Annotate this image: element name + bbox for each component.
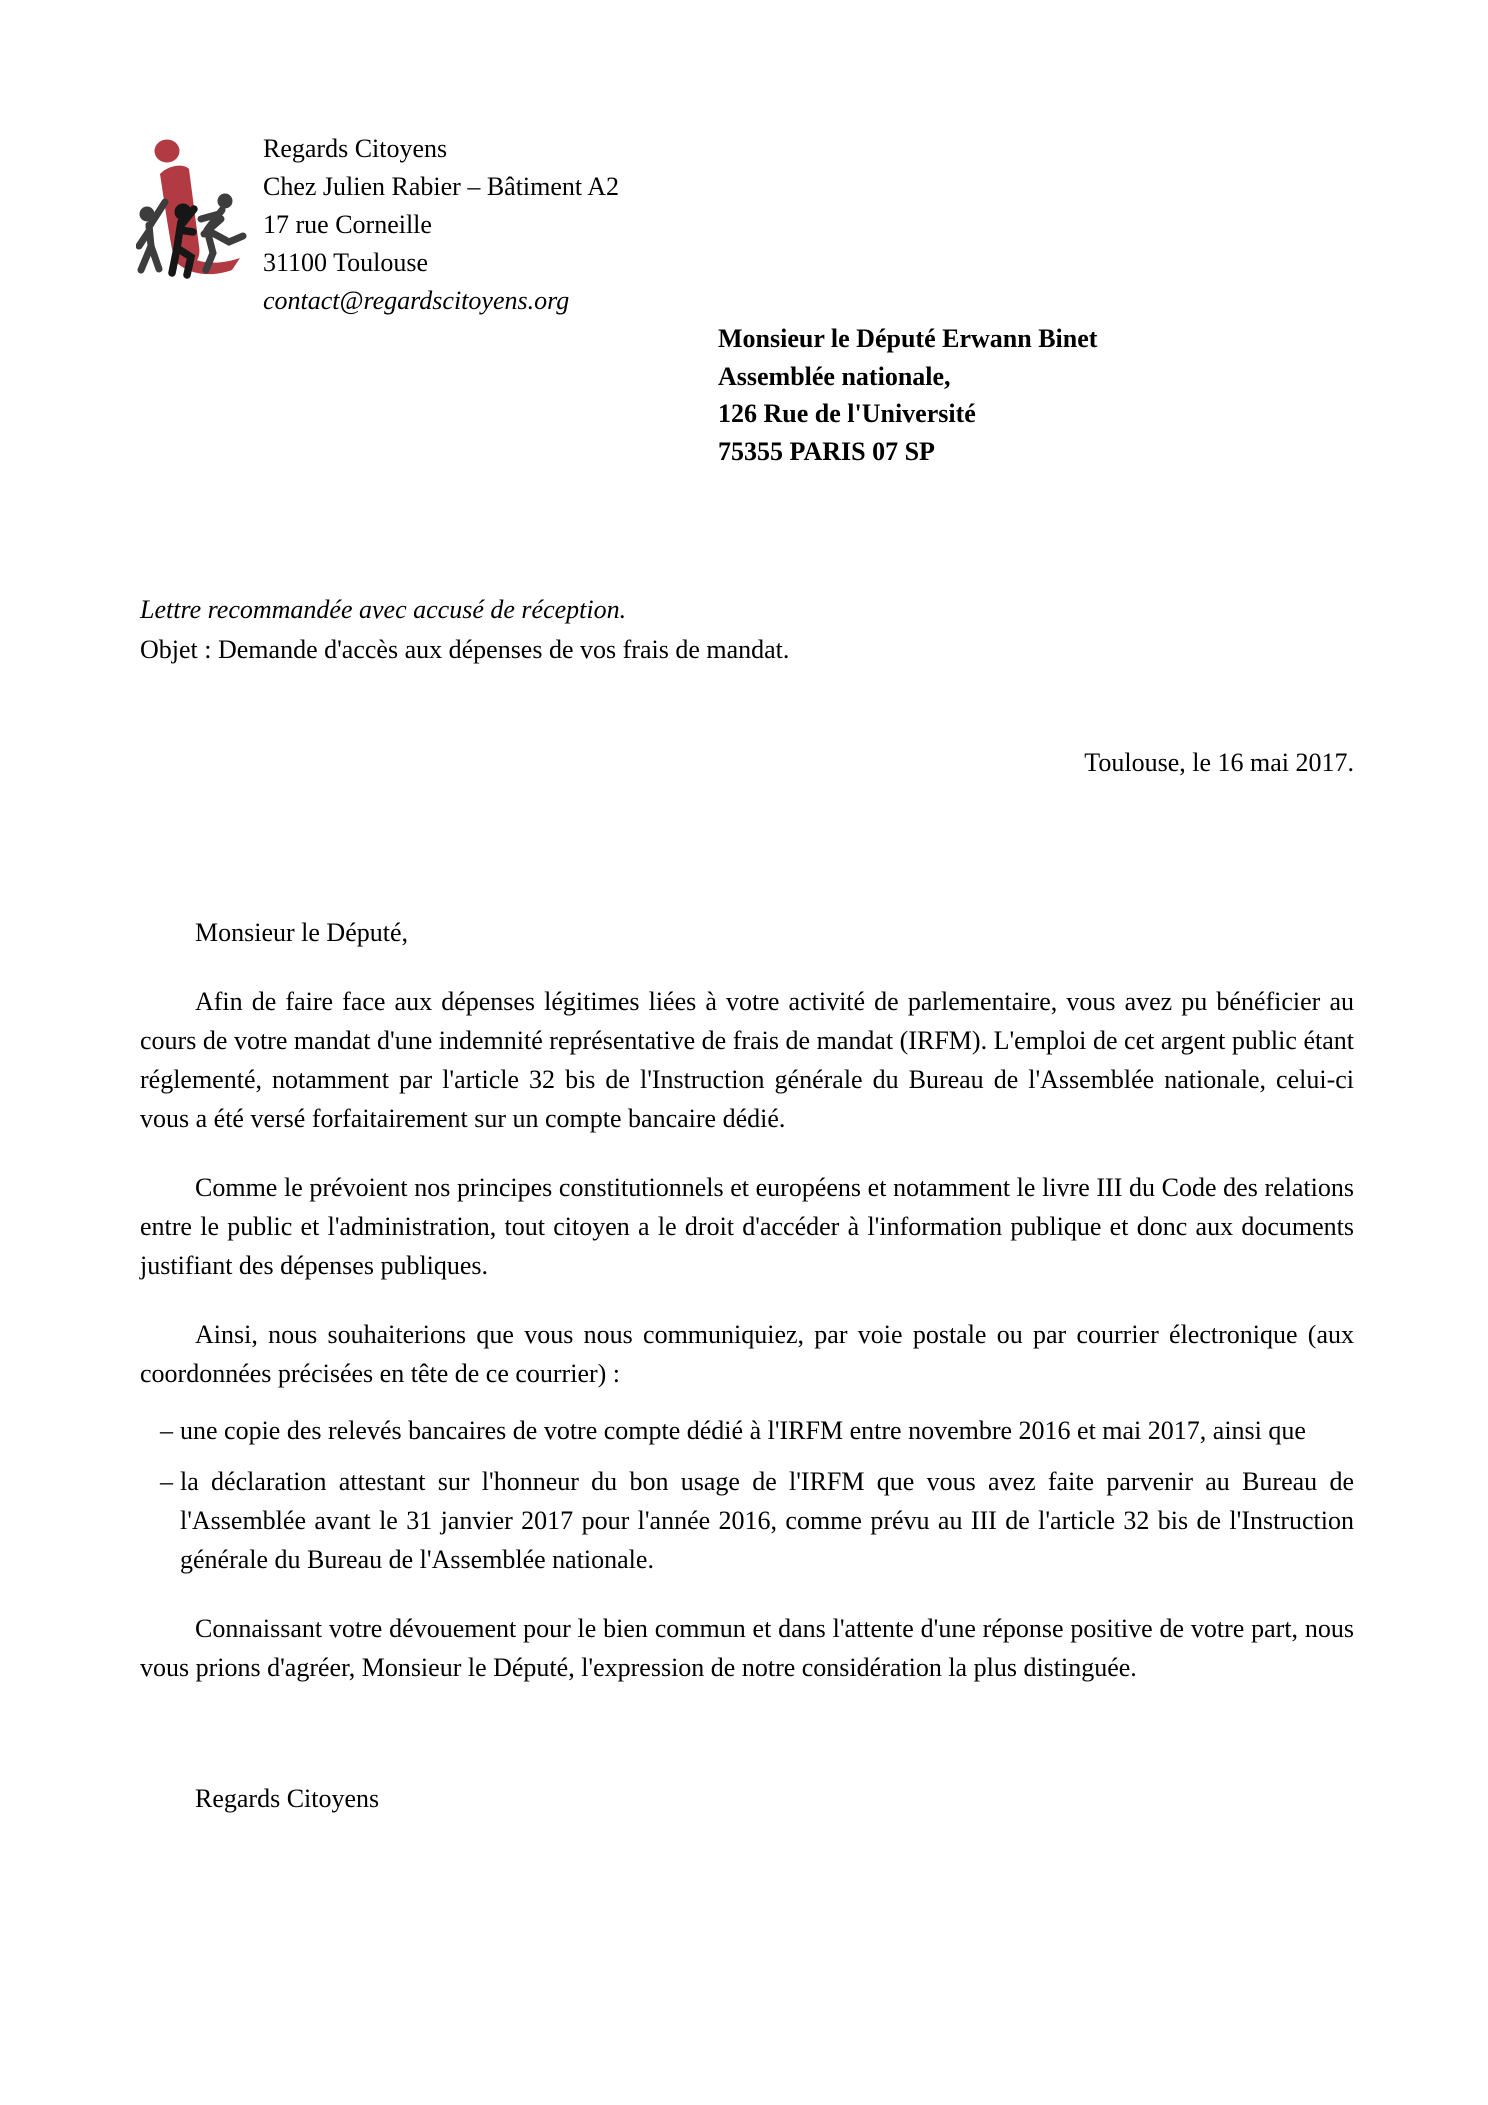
recipient-address-block [718, 320, 1097, 470]
regards-citoyens-logo-icon [136, 138, 248, 296]
subject-line: Objet : Demande d'accès aux dépenses de vos frais de mandat. [140, 635, 790, 664]
dash-bullet: – [160, 1467, 173, 1496]
date-line: Toulouse, le 16 mai 2017. [1084, 748, 1354, 777]
requested-documents-list [140, 1411, 1354, 1579]
recipient-city: 75355 PARIS 07 SP [718, 436, 935, 466]
sender-street: 17 rue Corneille [263, 210, 432, 239]
paragraph-legal-basis: Comme le prévoient nos principes constitutionnels et européens et notamment le livre III du Code des relations entre le public et l'administration, tout citoyen a le droit d'accéder à l'information publique et donc aux documents justifiant des dépenses publiques. [140, 1173, 1354, 1280]
registered-mail-notice: Lettre recommandée avec accusé de réception. [140, 595, 627, 624]
recipient-institution: Assemblée nationale, [718, 361, 951, 391]
signature: Regards Citoyens [195, 1784, 380, 1813]
list-item [140, 1411, 1354, 1450]
list-item-text: une copie des relevés bancaires de votre compte dédié à l'IRFM entre novembre 2016 et mai 2017, ainsi que [180, 1416, 1306, 1445]
subject-block [140, 590, 789, 670]
sender-address-block [263, 130, 619, 320]
sender-name: Regards Citoyens [263, 134, 448, 163]
recipient-street: 126 Rue de l'Université [718, 399, 976, 428]
list-item [140, 1462, 1354, 1579]
paragraph-request: Ainsi, nous souhaiterions que vous nous communiquiez, par voie postale ou par courrier électronique (aux coordonnées précisées en tête de ce courrier) : [140, 1320, 1354, 1388]
dash-bullet: – [160, 1416, 173, 1445]
letter-body [140, 913, 1354, 1818]
recipient-name: Monsieur le Député Erwann Binet [718, 324, 1098, 353]
list-item-text: la déclaration attestant sur l'honneur du bon usage de l'IRFM que vous avez faite parvenir au Bureau de l'Assemblée avant le 31 janvier 2017 pour l'année 2016, comme prévu au III de l'article 32 bis de l'Instruction générale du Bureau de l'Assemblée nationale. [180, 1467, 1354, 1574]
sender-city: 31100 Toulouse [263, 248, 429, 277]
sender-line-co: Chez Julien Rabier – Bâtiment A2 [263, 172, 619, 201]
paragraph-irfm-intro: Afin de faire face aux dépenses légitimes liées à votre activité de parlementaire, vous avez pu bénéficier au cours de votre mandat d'une indemnité représentative de frais de mandat (IRFM). L'emploi de cet argent public étant réglementé, notamment par l'article 32 bis de l'Instruction générale du Bureau de l'Assemblée nationale, celui-ci vous a été versé forfaitairement sur un compte bancaire dédié. [140, 987, 1354, 1133]
sender-email: contact@regardscitoyens.org [263, 286, 570, 315]
closing-paragraph: Connaissant votre dévouement pour le bien commun et dans l'attente d'une réponse positive de votre part, nous vous prions d'agréer, Monsieur le Député, l'expression de notre considération la plus distinguée. [140, 1614, 1354, 1682]
salutation: Monsieur le Député, [195, 918, 409, 947]
